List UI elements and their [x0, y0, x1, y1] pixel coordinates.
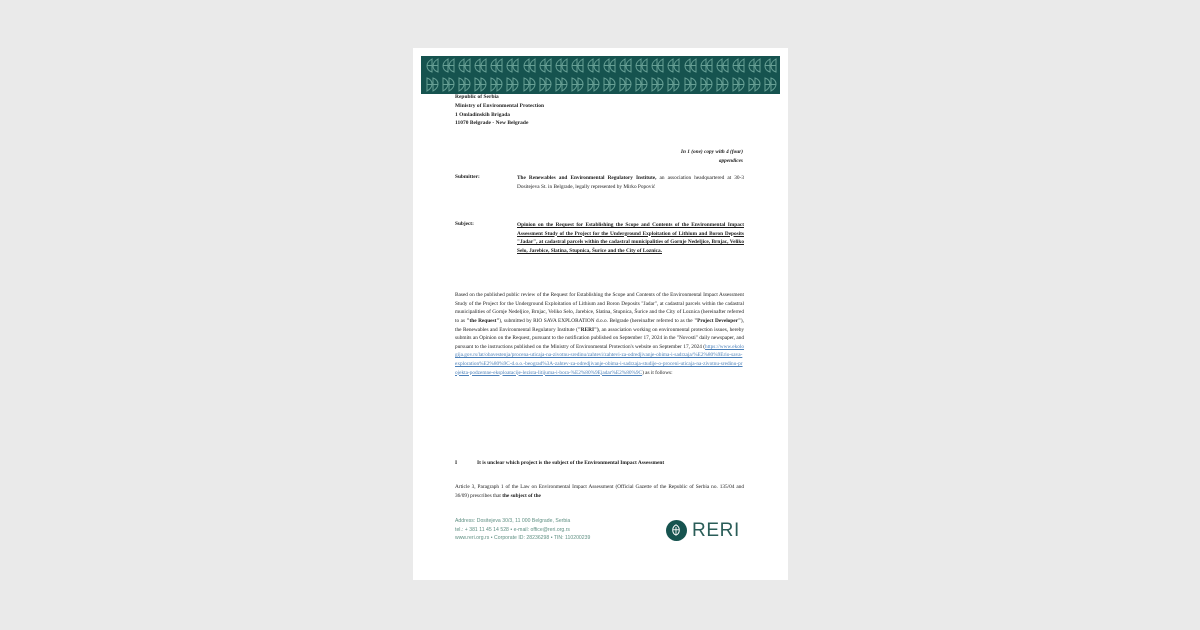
- reri-leaf-motif: [684, 58, 697, 73]
- reri-leaf-motif: [748, 77, 761, 92]
- reri-leaf-motif: [490, 58, 503, 73]
- reri-leaf-motif: [684, 77, 697, 92]
- reri-leaf-motif: [458, 77, 471, 92]
- addressee-line-4: 11070 Belgrade - New Belgrade: [455, 120, 529, 127]
- submitter-name: The Renewables and Environmental Regulatory Institute,: [517, 175, 657, 181]
- reri-leaf-motif: [619, 58, 632, 73]
- reri-leaf-motif: [587, 58, 600, 73]
- project-developer-term: "Project Developer": [694, 317, 741, 324]
- submitter-row: [455, 174, 744, 191]
- reri-leaf-motif: [716, 77, 729, 92]
- reri-leaf-motif: [619, 77, 632, 92]
- reri-leaf-motif: [426, 77, 439, 92]
- addressee-block: [455, 93, 544, 128]
- subject-text: Opinion on the Request for Establishing the Scope and Contents of the Environmental Impact Assessment Study of the Project for the Underground Exploitation of Lithium and Boron Deposits "Jadar", at cadastral parcels within the cadastral municipalities of Gornje Nedeljice, Brnjac, Veliko Selo, Jarebice, Slatina, Stupnica, Šurice and the City of Loznica.: [517, 222, 744, 254]
- reri-leaf-motif: [764, 77, 777, 92]
- article-paragraph-bold: the subject of the: [502, 492, 541, 499]
- reri-leaf-motif: [667, 77, 680, 92]
- submitter-label: Submitter:: [455, 174, 480, 181]
- copies-note: [591, 148, 743, 165]
- reri-leaf-motif: [635, 77, 648, 92]
- reri-leaf-motif: [603, 58, 616, 73]
- reri-leaf-motif: [571, 77, 584, 92]
- submitter-details: an association headquartered at 30-3 Dositejeva St. in Belgrade, legally represented by Mirko Popović: [517, 175, 744, 190]
- ministry-website-link[interactable]: https://www.ekologija.gov.rs/lat/obavestenja/procena-uticaja-na-zivotnu-sredinu/zahtevi/zahtevi-za-odredjivanje-obima-i-sadrzaja/%E2%80%9Erio-sava-exploration%E2%80%9C-d.o.o.-beograd%3A-zahtev-za-odredjivanje-obima-i-sadrzaja-studije-o-proceni-uticaja-na-zivotnu-sredinu-projekta-podzemne-eksploatacije-lezista-litijuma-i-bora-%E2%80%9Ejadar%E2%80%9C: [455, 343, 744, 376]
- reri-leaf-motif: [539, 77, 552, 92]
- reri-leaf-motif: [458, 58, 471, 73]
- subject-value: [517, 221, 744, 256]
- subject-label: Subject:: [455, 221, 474, 228]
- reri-leaf-motif: [442, 77, 455, 92]
- addressee-line-2: Ministry of Environmental Protection: [455, 102, 545, 109]
- reri-logo-group: [666, 520, 744, 541]
- footer-phone-email-line: tel.: + 381 11 45 14 528 • e-mail: office@reri.org.rs: [455, 526, 571, 533]
- submitter-value: [517, 174, 744, 191]
- page-footer: [455, 510, 744, 550]
- main-paragraph-part-1: Based on the published public review of the Request for Establishing the Scope and Contents of the Environmental Impact Assessment Study of the Project for the Underground Exploitation of Lithium and Boron Deposits "Jadar", at cadastral parcels within the cadastral municipalities of Gornje Nedeljice, Brnjac, Veliko Selo, Jarebice, Slatina, Stupnica, Šurice and the City of Loznica (hereinafter referred to as: [455, 292, 744, 324]
- reri-wordmark: RERI: [691, 519, 740, 541]
- reri-leaf-motif: [506, 77, 519, 92]
- reri-leaf-motif: [474, 77, 487, 92]
- banner-motif-row-top: [421, 56, 780, 75]
- footer-web-ids-line: www.reri.org.rs • Corporate ID: 28236298 • TIN: 110200239: [455, 535, 591, 542]
- main-paragraph-part-5: ) as it follows:: [642, 369, 673, 376]
- reri-leaf-motif: [716, 58, 729, 73]
- banner-motif-row-bottom: [421, 75, 780, 94]
- reri-leaf-motif: [555, 77, 568, 92]
- reri-term: "RERI"): [577, 326, 599, 333]
- reri-leaf-motif: [700, 58, 713, 73]
- reri-leaf-motif: [651, 77, 664, 92]
- reri-leaf-motif: [506, 58, 519, 73]
- main-paragraph-part-4: , an association working on environmental protection issues, hereby submits an Opinion on the Request, pursuant to the notification published on September 17, 2024 in the "Novosti" daily newspaper, and pursuant to the instructions published on the Ministry of Environmental Protection's website on September 17, 2024 (: [455, 326, 744, 350]
- reri-leaf-motif: [523, 58, 536, 73]
- reri-leaf-motif: [732, 58, 745, 73]
- reri-leaf-motif: [571, 58, 584, 73]
- article-paragraph-part-1: Article 3, Paragraph 1 of the Law on Environmental Impact Assessment (Official Gazette of the Republic of Serbia no. 135/04 and 36/09) prescribes that: [455, 484, 744, 499]
- main-paragraph-part-2: ), submitted by RIO SAVA EXPLORATION d.o.o. Belgrade (hereinafter referred to as the: [499, 317, 695, 324]
- decorative-header-banner: [421, 56, 780, 94]
- main-paragraph: [455, 291, 744, 377]
- article-paragraph: [455, 483, 744, 500]
- subject-row: [455, 221, 744, 256]
- reri-leaf-motif: [603, 77, 616, 92]
- reri-leaf-motif: [426, 58, 439, 73]
- section-heading: [455, 459, 744, 468]
- main-paragraph-part-3: ), the Renewables and Environmental Regulatory Institute (: [455, 317, 744, 333]
- document-page: [413, 48, 788, 580]
- addressee-line-3: 1 Omladinskih Brigada: [455, 111, 511, 118]
- copies-note-line-2: appendices: [718, 157, 743, 164]
- reri-leaf-motif: [587, 77, 600, 92]
- section-title: It is unclear which project is the subject of the Environmental Impact Assessment: [477, 460, 665, 466]
- footer-address-line: Address: Dositejeva 30/3, 11 000 Belgrade, Serbia: [455, 517, 571, 524]
- reri-leaf-motif: [539, 58, 552, 73]
- footer-contact-block: [455, 517, 590, 543]
- reri-leaf-motif: [700, 77, 713, 92]
- reri-leaf-motif: [555, 58, 568, 73]
- reri-leaf-motif: [523, 77, 536, 92]
- reri-leaf-motif: [732, 77, 745, 92]
- reri-leaf-motif: [442, 58, 455, 73]
- copies-note-line-1: In 1 (one) copy with 4 (four): [680, 149, 743, 155]
- reri-leaf-motif: [667, 58, 680, 73]
- reri-leaf-motif: [490, 77, 503, 92]
- reri-leaf-motif: [748, 58, 761, 73]
- request-term: "the Request": [466, 317, 500, 324]
- reri-leaf-motif: [474, 58, 487, 73]
- reri-leaf-logo-icon: [666, 520, 687, 541]
- reri-leaf-motif: [764, 58, 777, 73]
- section-number: I: [455, 460, 458, 466]
- reri-leaf-motif: [651, 58, 664, 73]
- reri-leaf-motif: [635, 58, 648, 73]
- addressee-line-1: Republic of Serbia: [455, 94, 499, 100]
